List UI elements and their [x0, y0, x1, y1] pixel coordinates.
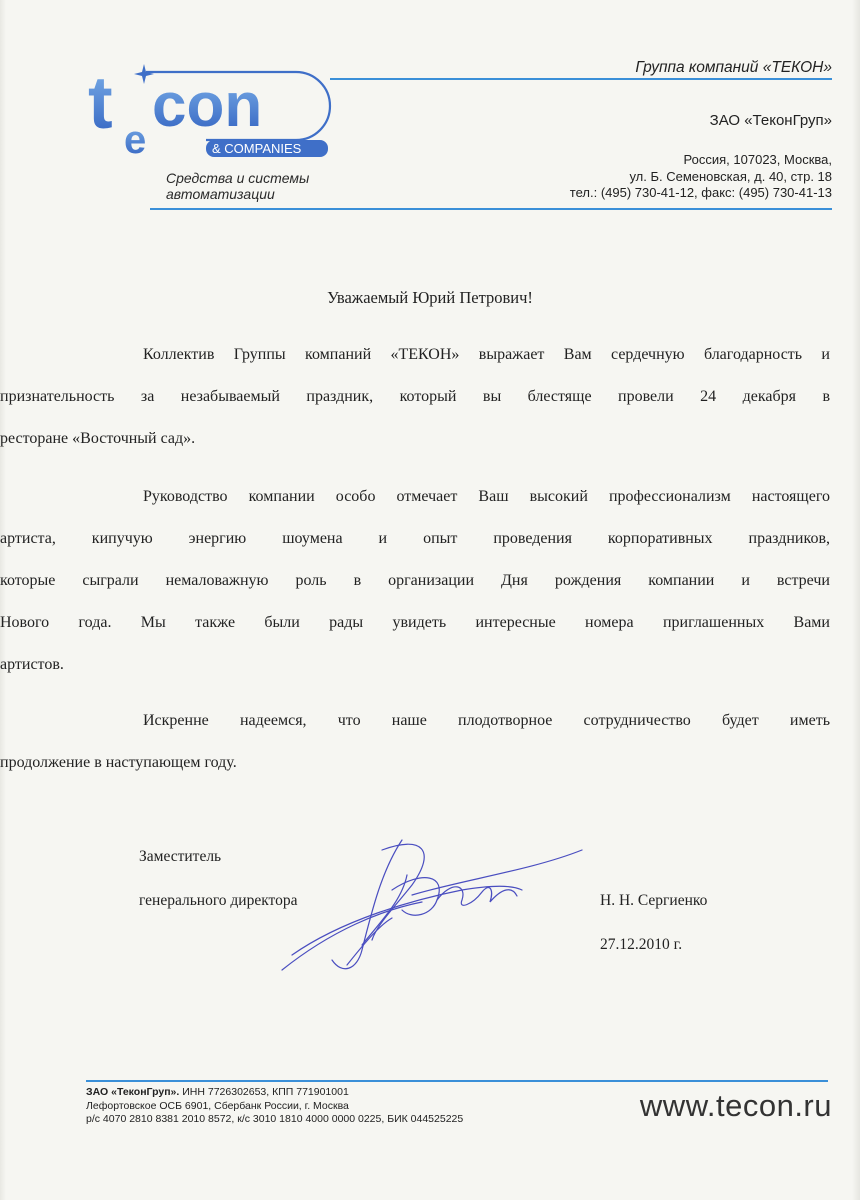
company-requisites: [86, 1086, 566, 1127]
logo-subtitle: & COMPANIES: [212, 141, 302, 156]
paragraph-line: которые сыграли немаловажную роль в организации Дня рождения компании и встречи: [0, 572, 830, 589]
footer-rule: [86, 1080, 828, 1082]
address-line: ул. Б. Семеновская, д. 40, стр. 18: [629, 168, 832, 184]
paragraph-line: признательность за незабываемый праздник, который вы блестяще провели 24 декабря в: [0, 388, 830, 405]
group-name: Группа компаний «ТЕКОН»: [635, 59, 832, 76]
requisites-line: [86, 1086, 566, 1100]
svg-text:e: e: [124, 118, 147, 162]
address-line: тел.: (495) 730-41-12, факс: (495) 730-41-13: [569, 185, 832, 200]
signatory-role-line: генерального директора: [139, 892, 298, 909]
paragraph-line: Коллектив Группы компаний «ТЕКОН» выражает Вам сердечную благодарность и: [143, 346, 830, 363]
paragraph-1: [0, 334, 830, 460]
address-line: Россия, 107023, Москва,: [683, 152, 832, 167]
svg-text:t: t: [88, 61, 113, 144]
company-name: ЗАО «ТеконГруп»: [709, 112, 832, 129]
paragraph-line: артиста, кипучую энергию шоумена и опыт проведения корпоративных праздников,: [0, 530, 830, 547]
requisites-line: Лефортовское ОСБ 6901, Сбербанк России, г. Москва: [86, 1099, 349, 1112]
website-url: www.tecon.ru: [639, 1088, 832, 1123]
paragraph-line: продолжение в наступающем году.: [0, 754, 237, 771]
company-address: [480, 152, 832, 202]
signatory-role-line: Заместитель: [139, 848, 222, 865]
paragraph-line: артистов.: [0, 656, 64, 673]
header-rule-top: [330, 78, 832, 80]
tecon-logo: [86, 58, 346, 168]
company-tagline: [166, 170, 366, 202]
paragraph-line: Искренне надеемся, что наше плодотворное сотрудничество будет иметь: [143, 712, 830, 729]
requisites-line: р/с 4070 2810 8381 2010 8572, к/с 3010 1810 4000 0000 0225, БИК 044525225: [86, 1113, 464, 1125]
paragraph-3: [0, 700, 830, 784]
tagline-line: автоматизации: [166, 186, 275, 202]
letter-date: 27.12.2010 г.: [600, 936, 683, 953]
footer-company: ЗАО «ТеконГруп».: [86, 1086, 180, 1098]
footer-tax-ids: ИНН 7726302653, КПП 771901001: [179, 1086, 349, 1098]
salutation: Уважаемый Юрий Петрович!: [327, 288, 533, 307]
header-rule-bottom: [150, 208, 832, 210]
paragraph-line: Нового года. Мы также были рады увидеть интересные номера приглашенных Вами: [0, 614, 830, 631]
handwritten-signature: [262, 830, 592, 980]
paragraph-2: [0, 476, 830, 686]
svg-text:con: con: [152, 71, 263, 140]
tagline-line: Средства и системы: [166, 170, 310, 186]
signatory-name: Н. Н. Сергиенко: [600, 892, 708, 909]
paragraph-line: ресторане «Восточный сад».: [0, 430, 196, 447]
paragraph-line: Руководство компании особо отмечает Ваш высокий профессионализм настоящего: [143, 488, 830, 505]
